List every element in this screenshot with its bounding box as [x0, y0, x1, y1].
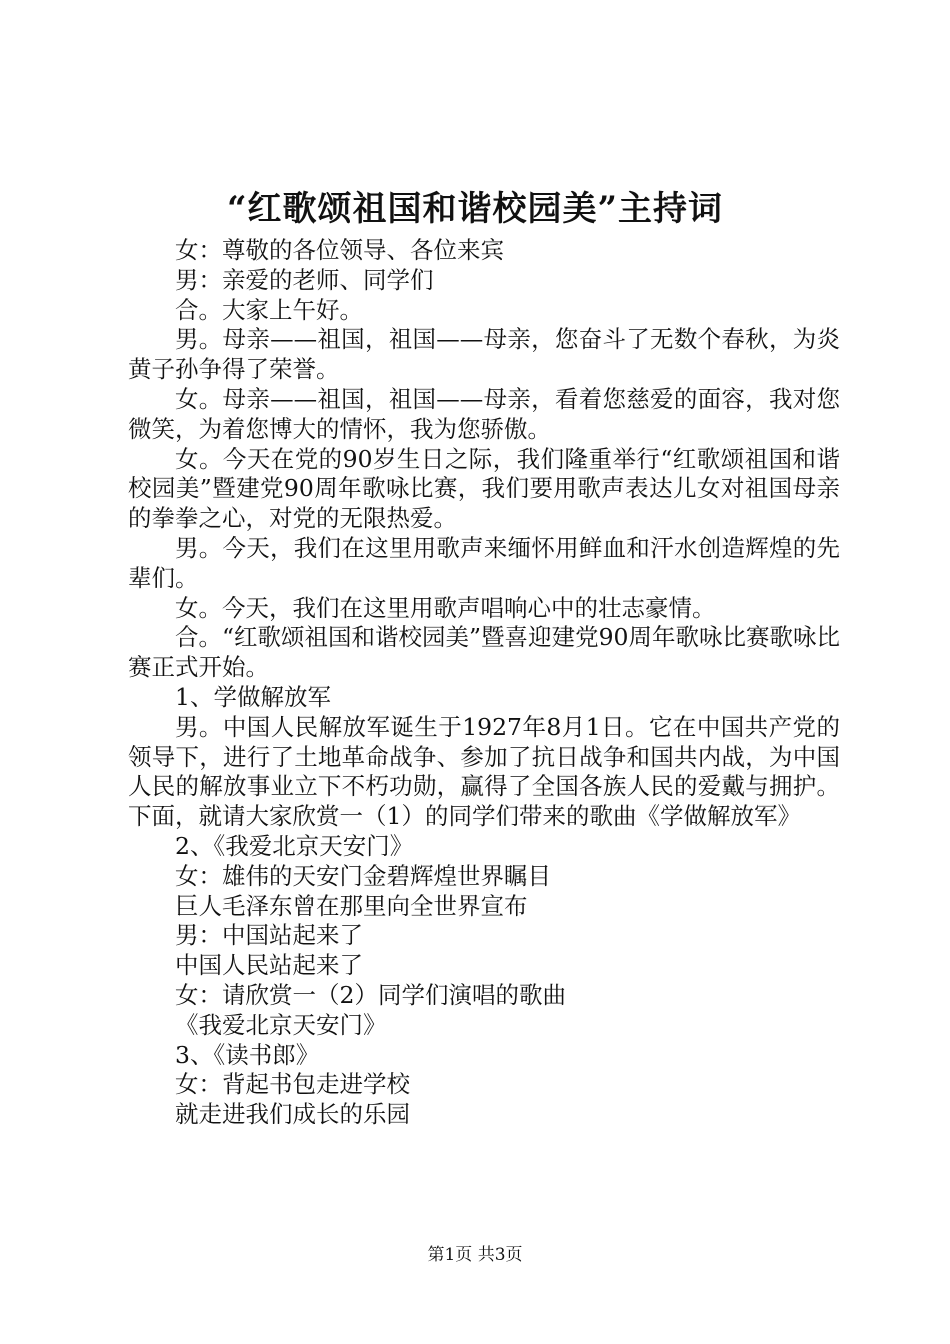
paragraph: 《我爱北京天安门》	[175, 1010, 387, 1039]
paragraph: 巨人毛泽东曾在那里向全世界宣布	[175, 891, 528, 920]
section-heading: 3、《读书郎》	[175, 1040, 320, 1069]
paragraph: 女。母亲——祖国，祖国——母亲，看着您慈爱的面容，我对您微笑，为着您博大的情怀，我为您骄傲。	[128, 384, 840, 443]
paragraph: 男。母亲——祖国，祖国——母亲，您奋斗了无数个春秋，为炎黄子孙争得了荣誉。	[128, 325, 840, 384]
paragraph: 男。今天，我们在这里用歌声来缅怀用鲜血和汗水创造辉煌的先辈们。	[128, 533, 840, 592]
paragraph: 男：中国站起来了	[175, 921, 363, 950]
paragraph: 合。大家上午好。	[175, 295, 363, 324]
paragraph: 男。中国人民解放军诞生于1927年8月1日。它在中国共产党的领导下，进行了土地革命战争、参加了抗日战争和国共内战，为中国人民的解放事业立下不朽功勋，赢得了全国各族人民的爱戴与拥护。下面，就请大家欣赏一（1）的同学们带来的歌曲《学做解放军》	[128, 712, 840, 831]
paragraph: 合。“红歌颂祖国和谐校园美”暨喜迎建党90周年歌咏比赛歌咏比赛正式开始。	[128, 623, 840, 682]
paragraph: 女：请欣赏一（2）同学们演唱的歌曲	[175, 980, 566, 1009]
paragraph: 女。今天，我们在这里用歌声唱响心中的壮志豪情。	[175, 593, 716, 622]
page-footer: 第1页 共3页	[427, 1245, 523, 1265]
paragraph: 女：尊敬的各位领导、各位来宾	[175, 236, 504, 264]
section-heading: 1、学做解放军	[175, 682, 331, 711]
paragraph: 女：背起书包走进学校	[175, 1070, 410, 1099]
document-title: “红歌颂祖国和谐校园美”主持词	[226, 189, 724, 229]
paragraph: 就走进我们成长的乐园	[175, 1100, 410, 1129]
paragraph: 男：亲爱的老师、同学们	[175, 265, 434, 294]
document-body	[128, 236, 840, 1130]
paragraph: 女：雄伟的天安门金碧辉煌世界瞩目	[175, 861, 551, 890]
section-heading: 2、《我爱北京天安门》	[175, 831, 414, 860]
paragraph: 女。今天在党的90岁生日之际，我们隆重举行“红歌颂祖国和谐校园美”暨建党90周年歌咏比赛，我们要用歌声表达儿女对祖国母亲的拳拳之心，对党的无限热爱。	[128, 444, 840, 533]
paragraph: 中国人民站起来了	[175, 951, 363, 980]
